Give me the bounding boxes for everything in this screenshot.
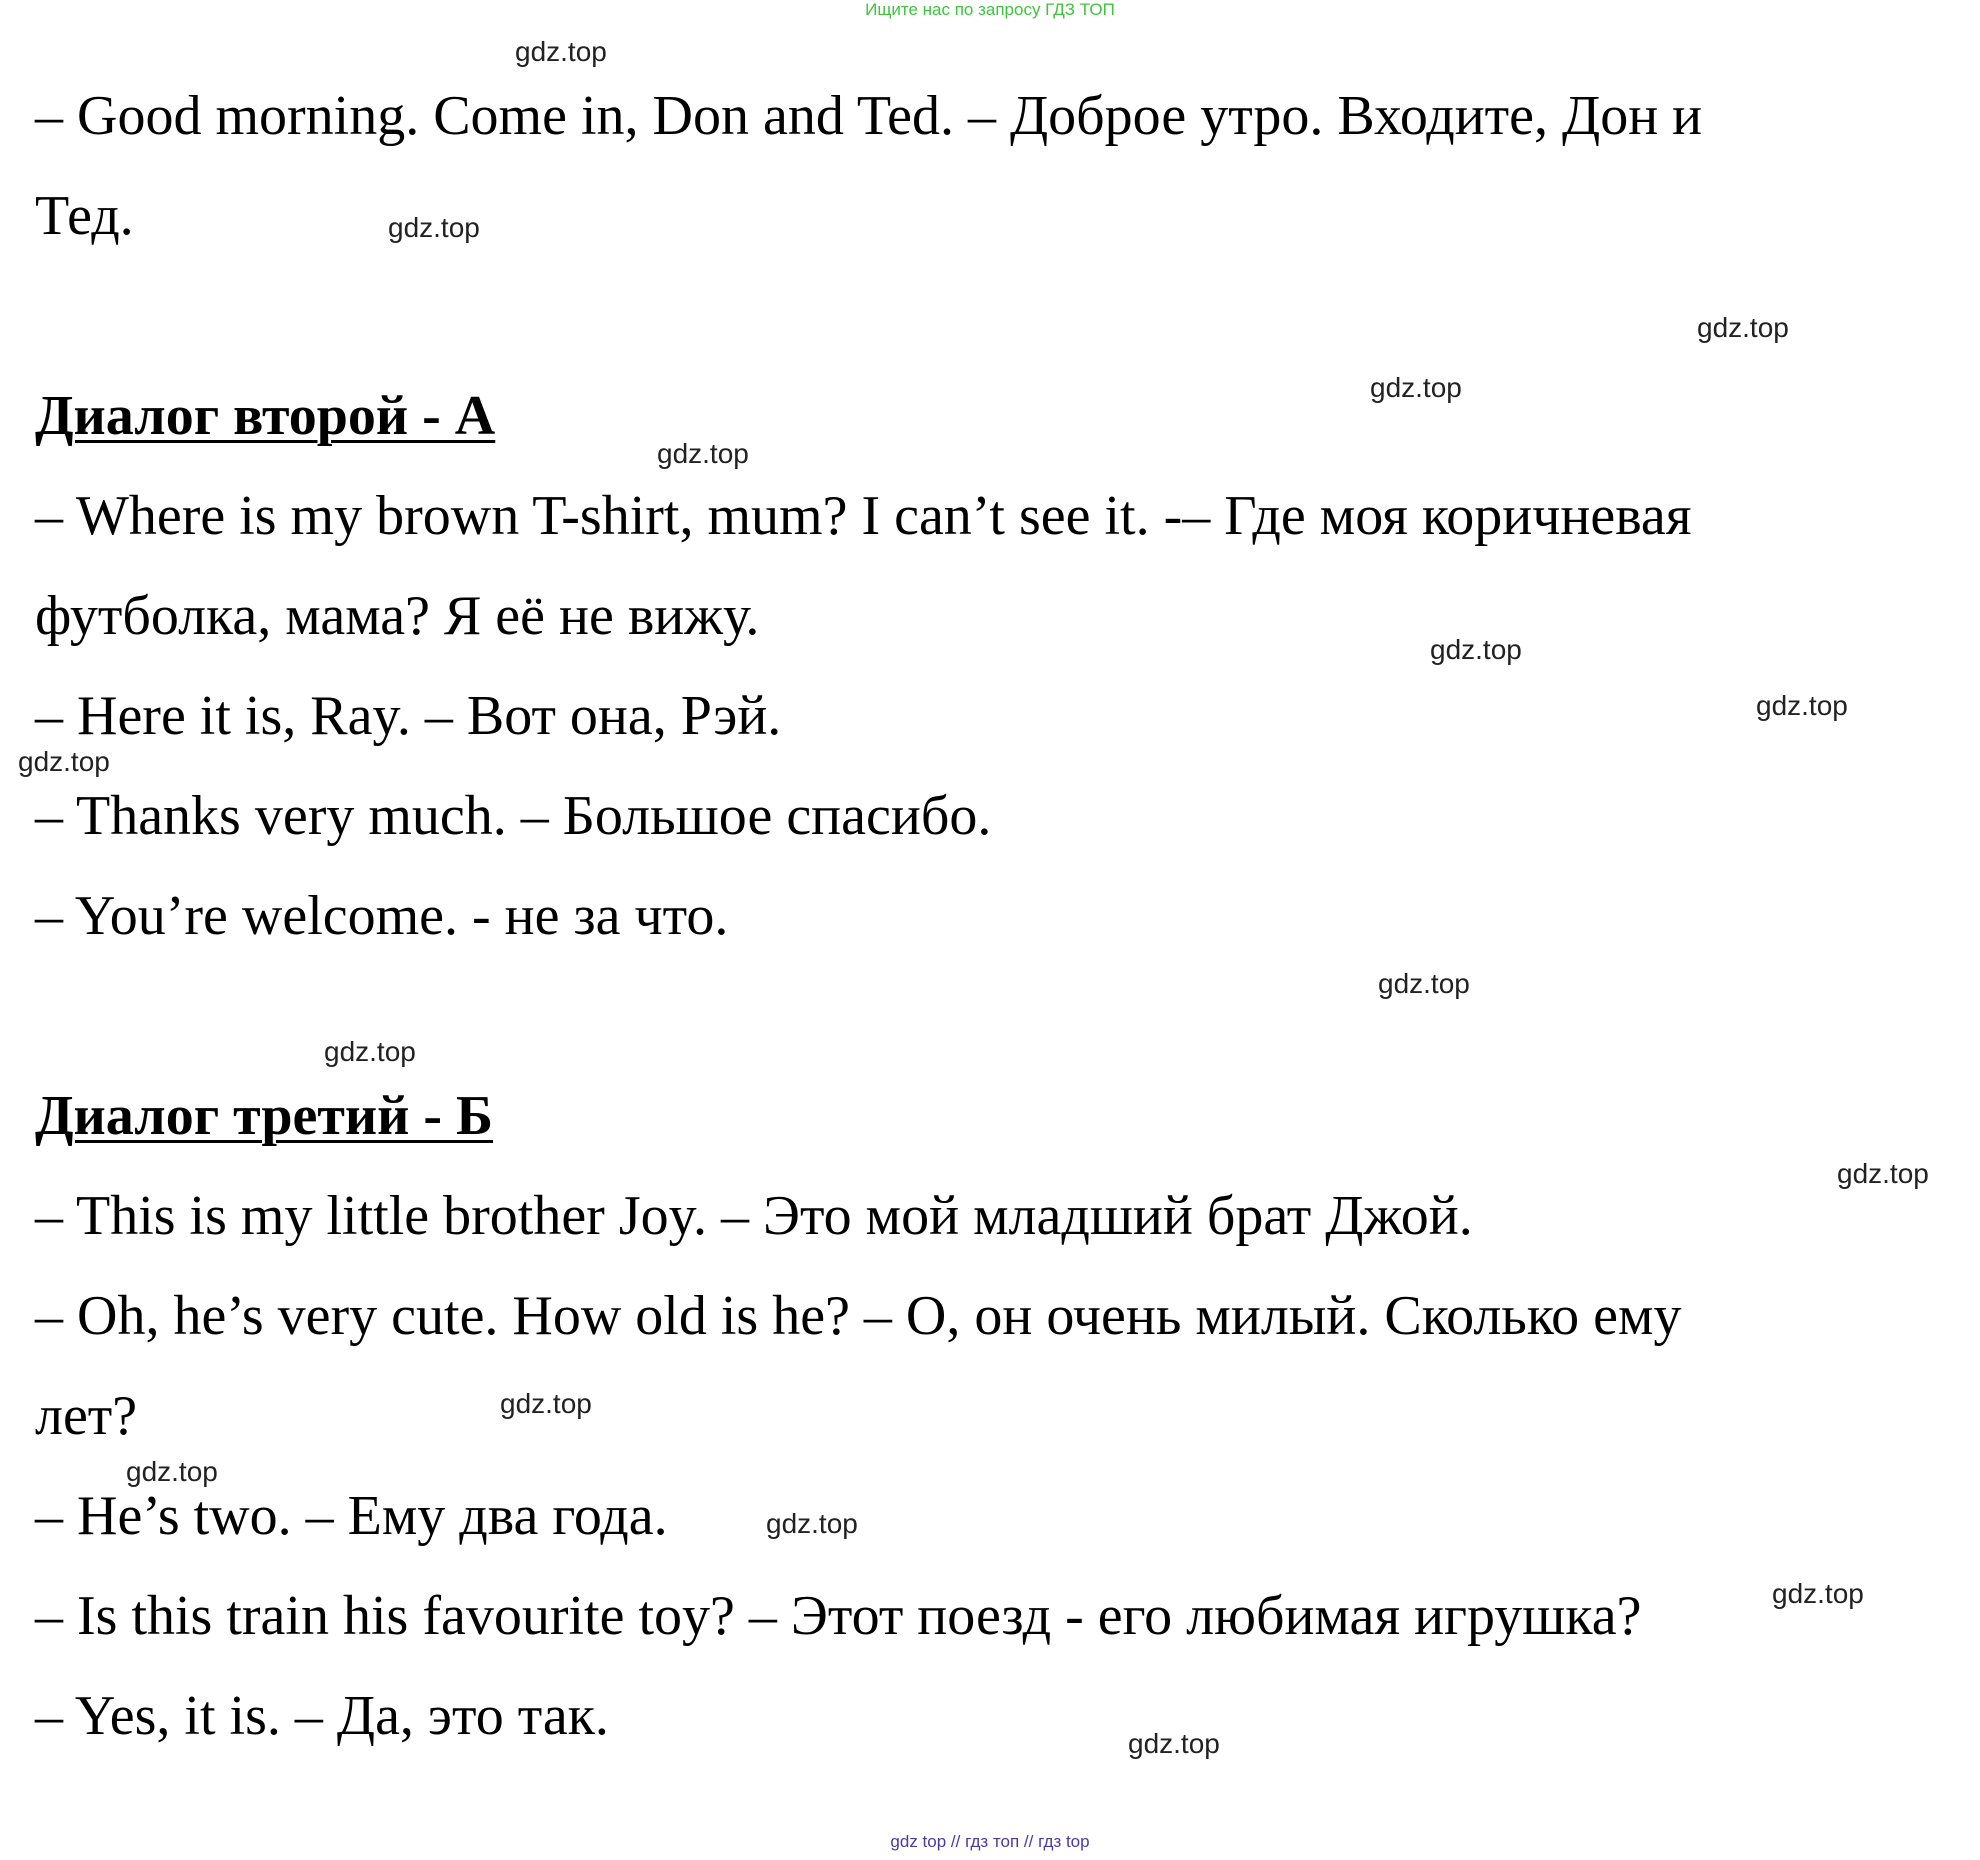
dialog2-line4: – You’re welcome. - не за что. <box>35 885 729 947</box>
watermark: gdz.top <box>766 1508 858 1539</box>
watermark: gdz.top <box>1430 634 1522 665</box>
dialog3-heading: Диалог третий - Б <box>35 1085 494 1147</box>
watermark: gdz.top <box>500 1388 592 1419</box>
watermark: gdz.top <box>657 438 749 469</box>
watermark: gdz.top <box>515 36 607 67</box>
watermark: gdz.top <box>1837 1158 1929 1189</box>
dialog3-line5: – Yes, it is. – Да, это так. <box>35 1685 609 1747</box>
watermark: gdz.top <box>1370 372 1462 403</box>
watermark: gdz.top <box>18 746 110 777</box>
dialog3-line2: – Oh, he’s very cute. How old is he? – О, он очень милый. Сколько ему <box>35 1285 1682 1347</box>
watermark: gdz.top <box>1772 1578 1864 1609</box>
dialog3-line3: – He’s two. – Ему два года. <box>35 1485 668 1547</box>
watermark: gdz.top <box>388 212 480 243</box>
watermark: gdz.top <box>324 1036 416 1067</box>
dialog1-line1: – Good morning. Come in, Don and Ted. – Доброе утро. Входите, Дон и <box>35 85 1703 147</box>
dialog3-line2-cont: лет? <box>35 1385 138 1447</box>
dialog2-line3: – Thanks very much. – Большое спасибо. <box>35 785 992 847</box>
watermark: gdz.top <box>1128 1728 1220 1759</box>
watermark: gdz.top <box>1697 312 1789 343</box>
dialog2-line2: – Here it is, Ray. – Вот она, Рэй. <box>35 685 782 747</box>
dialog2-line1-cont: футболка, мама? Я её не вижу. <box>35 585 760 647</box>
watermark: gdz.top <box>1378 968 1470 999</box>
dialog3-line4: – Is this train his favourite toy? – Этот поезд - его любимая игрушка? <box>35 1585 1642 1647</box>
dialog2-line1: – Where is my brown T-shirt, mum? I can’t see it. -– Где моя коричневая <box>35 485 1692 547</box>
footer-links[interactable]: gdz top // гдз топ // гдз top <box>890 1832 1090 1851</box>
dialog1-line1-cont: Тед. <box>35 185 134 247</box>
dialog3-line1: – This is my little brother Joy. – Это мой младший брат Джой. <box>35 1185 1473 1247</box>
watermark: gdz.top <box>1756 690 1848 721</box>
watermark: gdz.top <box>126 1456 218 1487</box>
dialog2-heading: Диалог второй - А <box>35 385 496 447</box>
top-banner[interactable]: Ищите нас по запросу ГДЗ ТОП <box>865 0 1115 19</box>
